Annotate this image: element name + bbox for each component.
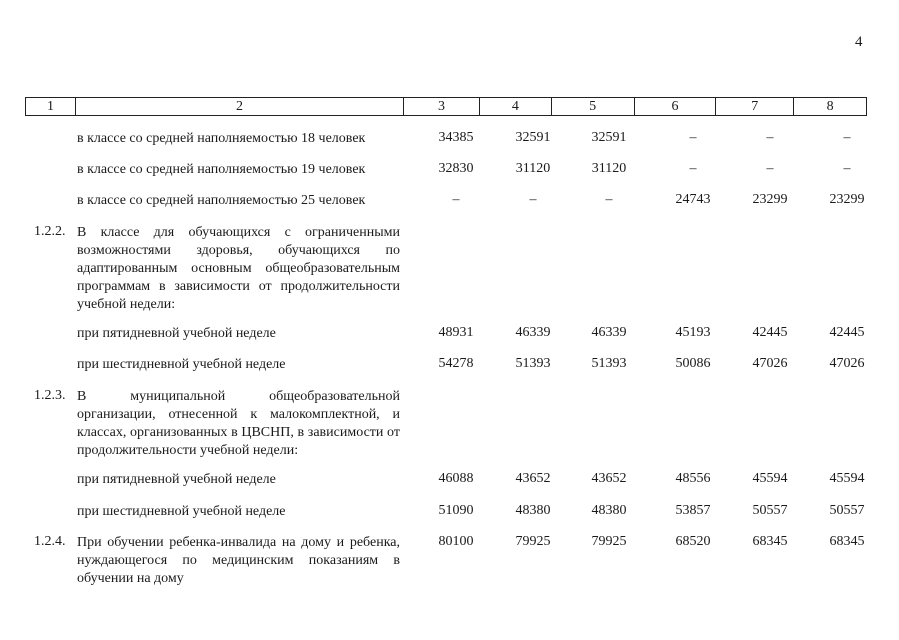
cell-col-8: 50557 (829, 503, 865, 518)
cell-col-8: 23299 (829, 192, 865, 207)
row-label: В муниципальной общеобразовательной организации, отнесенной к малокомплектной, и классах, организованных в ЦВСНП, в зависимости от продолжительности учебной недели: (77, 389, 400, 458)
row-label: при шестидневной учебной неделе (77, 357, 286, 372)
cell-col-3: 32830 (438, 161, 474, 176)
cell-col-3: 54278 (438, 356, 474, 371)
cell-col-8: – (843, 161, 851, 176)
cell-col-7: 47026 (752, 356, 788, 371)
cell-col-6: 68520 (675, 534, 711, 549)
column-header-4: 4 (480, 98, 552, 115)
column-header-8: 8 (826, 99, 834, 114)
cell-col-3: 51090 (438, 503, 474, 518)
cell-col-4: 79925 (515, 534, 551, 549)
row-label: в классе со средней наполняемостью 19 человек (77, 162, 366, 177)
cell-col-6: 45193 (675, 325, 711, 340)
table-header-row (25, 97, 867, 116)
row-label: При обучении ребенка-инвалида на дому и ребенка, нуждающегося по медицинским показаниям в обучении на дому (77, 535, 400, 586)
row-label: В классе для обучающихся с ограниченными возможностями здоровья, обучающихся по адаптированным основным общеобразовательным программам в зависимости от продолжительности учебной недели: (77, 225, 400, 312)
cell-col-7: 68345 (752, 534, 788, 549)
column-header-3: 3 (404, 98, 480, 115)
row-label: в классе со средней наполняемостью 25 человек (77, 193, 366, 208)
cell-col-4: 31120 (515, 161, 551, 176)
cell-col-5: 31120 (591, 161, 627, 176)
row-label: в классе со средней наполняемостью 18 человек (77, 131, 366, 146)
cell-col-4: 32591 (515, 130, 551, 145)
column-header-2: 2 (76, 98, 404, 115)
cell-col-4: – (529, 192, 537, 207)
cell-col-5: 46339 (591, 325, 627, 340)
cell-col-7: 45594 (752, 471, 788, 486)
cell-col-3: 48931 (438, 325, 474, 340)
column-header-5: 5 (552, 98, 635, 115)
cell-col-8: 68345 (829, 534, 865, 549)
column-header-6: 6 (635, 98, 717, 115)
cell-col-6: 24743 (675, 192, 711, 207)
cell-col-4: 48380 (515, 503, 551, 518)
cell-col-5: 51393 (591, 356, 627, 371)
cell-col-5: 43652 (591, 471, 627, 486)
cell-col-3: – (452, 192, 460, 207)
cell-col-3: 34385 (438, 130, 474, 145)
cell-col-7: 50557 (752, 503, 788, 518)
row-label: при пятидневной учебной неделе (77, 472, 276, 487)
cell-col-5: – (605, 192, 613, 207)
column-header-7: 7 (716, 98, 794, 115)
cell-col-6: 48556 (675, 471, 711, 486)
row-number: 1.2.3. (34, 388, 66, 403)
cell-col-8: 42445 (829, 325, 865, 340)
cell-col-7: – (766, 130, 774, 145)
cell-col-6: 53857 (675, 503, 711, 518)
row-number: 1.2.2. (34, 224, 66, 239)
cell-col-6: 50086 (675, 356, 711, 371)
cell-col-4: 46339 (515, 325, 551, 340)
column-header-1: 1 (26, 98, 76, 115)
cell-col-4: 51393 (515, 356, 551, 371)
cell-col-6: – (689, 130, 697, 145)
cell-col-4: 43652 (515, 471, 551, 486)
cell-col-8: 47026 (829, 356, 865, 371)
cell-col-8: 45594 (829, 471, 865, 486)
cell-col-3: 46088 (438, 471, 474, 486)
row-label: при пятидневной учебной неделе (77, 326, 276, 341)
cell-col-5: 32591 (591, 130, 627, 145)
cell-col-8: – (843, 130, 851, 145)
cell-col-5: 48380 (591, 503, 627, 518)
cell-col-3: 80100 (438, 534, 474, 549)
cell-col-6: – (689, 161, 697, 176)
page-number: 4 (855, 34, 863, 50)
cell-col-5: 79925 (591, 534, 627, 549)
row-number: 1.2.4. (34, 534, 66, 549)
cell-col-7: 23299 (752, 192, 788, 207)
cell-col-7: – (766, 161, 774, 176)
row-label: при шестидневной учебной неделе (77, 504, 286, 519)
cell-col-7: 42445 (752, 325, 788, 340)
